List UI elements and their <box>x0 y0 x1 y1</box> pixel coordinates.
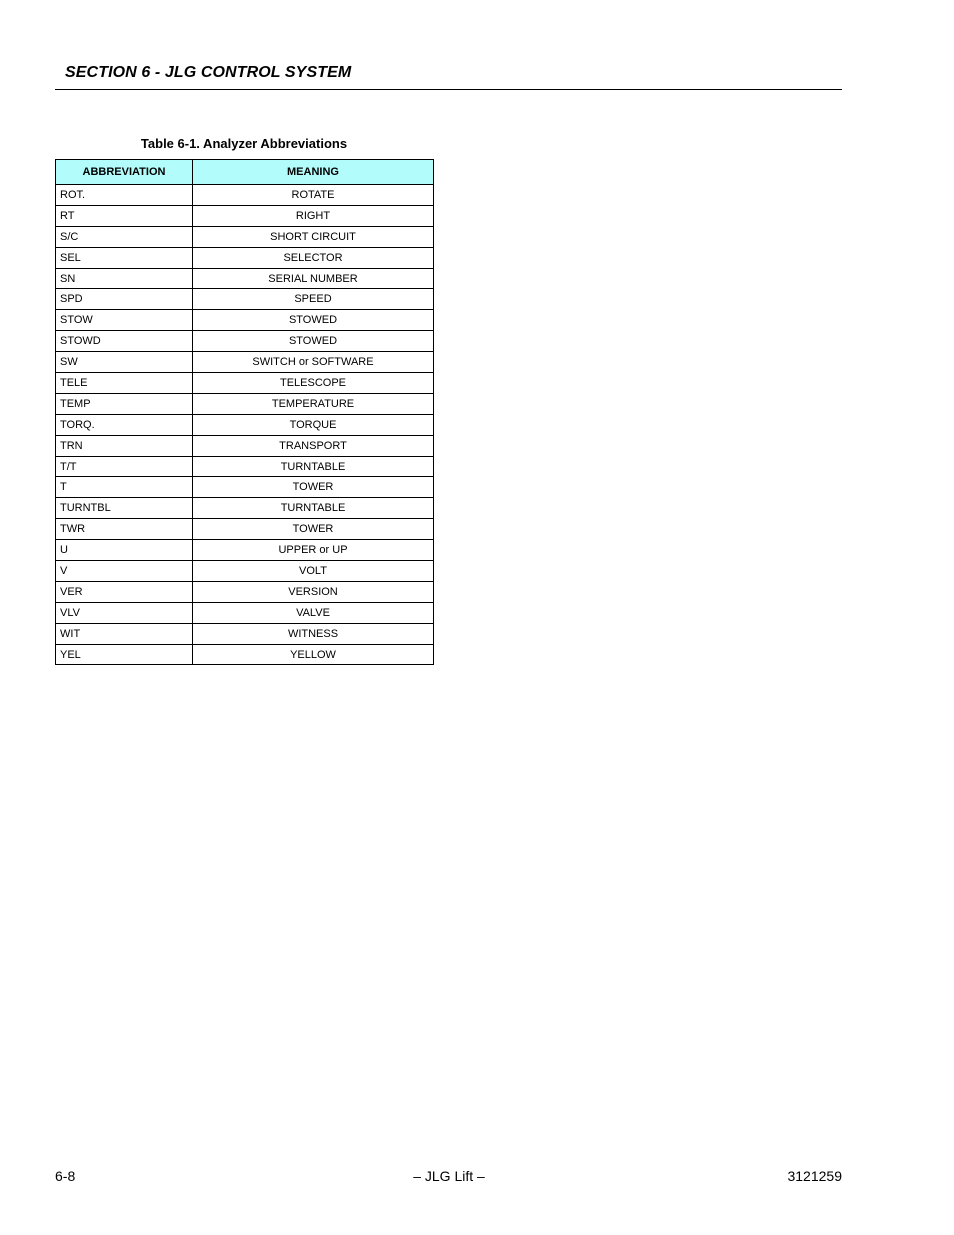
abbreviation-cell: RT <box>56 205 193 226</box>
meaning-cell: YELLOW <box>193 644 434 665</box>
abbreviation-cell: U <box>56 540 193 561</box>
meaning-cell: WITNESS <box>193 623 434 644</box>
abbreviation-cell: SPD <box>56 289 193 310</box>
meaning-cell: STOWED <box>193 331 434 352</box>
table-row <box>56 247 434 268</box>
abbreviation-cell: VER <box>56 581 193 602</box>
meaning-cell: SWITCH or SOFTWARE <box>193 352 434 373</box>
table-row <box>56 226 434 247</box>
abbreviation-cell: TURNTBL <box>56 498 193 519</box>
abbreviation-cell: STOWD <box>56 331 193 352</box>
meaning-cell: TOWER <box>193 477 434 498</box>
abbreviation-cell: TRN <box>56 435 193 456</box>
meaning-cell: TOWER <box>193 519 434 540</box>
meaning-cell: VERSION <box>193 581 434 602</box>
meaning-cell: UPPER or UP <box>193 540 434 561</box>
abbreviation-cell: SEL <box>56 247 193 268</box>
table-row <box>56 581 434 602</box>
table-row <box>56 519 434 540</box>
column-header-abbreviation: ABBREVIATION <box>56 160 193 185</box>
abbreviation-cell: ROT. <box>56 185 193 206</box>
meaning-cell: TEMPERATURE <box>193 393 434 414</box>
meaning-cell: SPEED <box>193 289 434 310</box>
abbreviation-cell: TELE <box>56 373 193 394</box>
meaning-cell: RIGHT <box>193 205 434 226</box>
abbreviation-cell: TEMP <box>56 393 193 414</box>
footer-brand: – JLG Lift – <box>413 1168 485 1184</box>
table-row <box>56 435 434 456</box>
table-row <box>56 498 434 519</box>
table-row <box>56 540 434 561</box>
table-row <box>56 331 434 352</box>
table-row <box>56 602 434 623</box>
table-row <box>56 561 434 582</box>
table-row <box>56 289 434 310</box>
table-row <box>56 373 434 394</box>
abbreviation-cell: T <box>56 477 193 498</box>
abbreviation-cell: YEL <box>56 644 193 665</box>
meaning-cell: SHORT CIRCUIT <box>193 226 434 247</box>
meaning-cell: TURNTABLE <box>193 456 434 477</box>
meaning-cell: TRANSPORT <box>193 435 434 456</box>
abbreviation-cell: SW <box>56 352 193 373</box>
table-caption: Table 6-1. Analyzer Abbreviations <box>140 136 348 151</box>
meaning-cell: SELECTOR <box>193 247 434 268</box>
meaning-cell: VALVE <box>193 602 434 623</box>
meaning-cell: ROTATE <box>193 185 434 206</box>
table-row <box>56 185 434 206</box>
abbreviation-cell: S/C <box>56 226 193 247</box>
document-number: 3121259 <box>787 1168 842 1184</box>
table-row <box>56 352 434 373</box>
meaning-cell: VOLT <box>193 561 434 582</box>
page-number: 6-8 <box>55 1168 76 1184</box>
meaning-cell: STOWED <box>193 310 434 331</box>
table-row <box>56 268 434 289</box>
section-title: SECTION 6 - JLG CONTROL SYSTEM <box>65 64 352 81</box>
table-row <box>56 393 434 414</box>
table-row <box>56 414 434 435</box>
meaning-cell: TURNTABLE <box>193 498 434 519</box>
abbreviation-cell: SN <box>56 268 193 289</box>
abbreviation-cell: TWR <box>56 519 193 540</box>
meaning-cell: TORQUE <box>193 414 434 435</box>
header-divider <box>55 89 842 90</box>
table-row <box>56 644 434 665</box>
table-body <box>56 185 434 665</box>
table-row <box>56 456 434 477</box>
abbreviation-cell: T/T <box>56 456 193 477</box>
abbreviation-cell: WIT <box>56 623 193 644</box>
abbreviation-cell: TORQ. <box>56 414 193 435</box>
table-row <box>56 623 434 644</box>
table-header-row <box>56 160 434 185</box>
meaning-cell: TELESCOPE <box>193 373 434 394</box>
table-row <box>56 205 434 226</box>
abbreviation-cell: STOW <box>56 310 193 331</box>
abbreviation-cell: V <box>56 561 193 582</box>
column-header-meaning: MEANING <box>193 160 434 185</box>
meaning-cell: SERIAL NUMBER <box>193 268 434 289</box>
abbreviations-table <box>55 159 434 665</box>
table-row <box>56 477 434 498</box>
abbreviation-cell: VLV <box>56 602 193 623</box>
table-row <box>56 310 434 331</box>
